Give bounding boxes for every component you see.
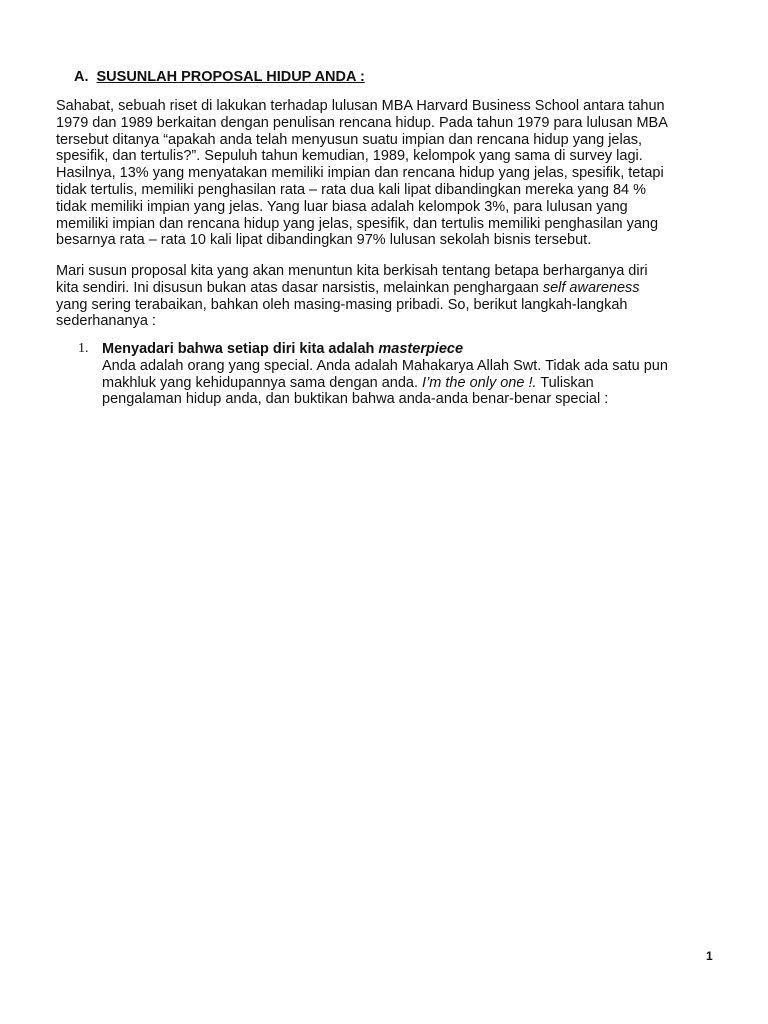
- paragraph-line: 1979 dan 1989 berkaitan dengan penulisan rencana hidup. Pada tahun 1979 para lulusan MBA: [56, 114, 668, 131]
- list-item-line: Anda adalah orang yang special. Anda adalah Mahakarya Allah Swt. Tidak ada satu pun: [102, 357, 668, 374]
- paragraph-line: yang sering terabaikan, bahkan oleh masing-masing pribadi. So, berikut langkah-langkah: [56, 296, 628, 313]
- intro-paragraph: [56, 98, 716, 249]
- paragraph-line: Sahabat, sebuah riset di lakukan terhadap lulusan MBA Harvard Business School antara tahun: [56, 98, 665, 114]
- italic-term: self awareness: [542, 279, 640, 296]
- page-number: 1: [706, 949, 713, 963]
- list-text: Tuliskan: [536, 374, 594, 391]
- paragraph-text: kita sendiri. Ini disusun bukan atas dasar narsistis, melainkan penghargaan: [56, 279, 543, 296]
- paragraph-line: tidak memiliki impian yang jelas. Yang luar biasa adalah kelompok 3%, para lulusan yang: [56, 198, 628, 215]
- paragraph-line: Hasilnya, 13% yang menyatakan memiliki impian dan rencana hidup yang jelas, spesifik, tetapi: [56, 165, 664, 182]
- section-letter: A.: [74, 69, 89, 85]
- paragraph-line: Mari susun proposal kita yang akan menuntun kita berkisah tentang betapa berharganya diri: [56, 263, 648, 279]
- paragraph-line: sederhananya :: [56, 313, 156, 330]
- list-item-line: pengalaman hidup anda, dan buktikan bahwa anda-anda benar-benar special :: [102, 391, 609, 408]
- paragraph-line: memiliki impian dan rencana hidup yang jelas, spesifik, dan tertulis memiliki penghasilan yang: [56, 215, 659, 232]
- list-text: makhluk yang kehidupannya sama dengan anda.: [102, 374, 423, 391]
- list-item-line: [102, 375, 668, 392]
- paragraph-line: tersebut ditanya “apakah anda telah menyusun suatu impian dan rencana hidup yang jelas,: [56, 131, 643, 148]
- paragraph-line: spesifik, dan tertulis?”. Sepuluh tahun kemudian, 1989, kelompok yang sama di survey lagi.: [56, 148, 643, 165]
- paragraph-line: tidak tertulis, memiliki penghasilan rata – rata dua kali lipat dibandingkan mereka yang 84 %: [56, 181, 646, 198]
- paragraph-line: besarnya rata – rata 10 kali lipat dibandingkan 97% lulusan sekolah bisnis tersebut.: [56, 232, 592, 249]
- list-item-body: [102, 341, 668, 408]
- list-item-title: [102, 341, 668, 358]
- list-title-text: Menyadari bahwa setiap diri kita adalah: [102, 341, 379, 357]
- list-number: 1.: [78, 341, 89, 356]
- italic-phrase: I’m the only one !.: [422, 374, 537, 391]
- section-title: SUSUNLAH PROPOSAL HIDUP ANDA :: [96, 69, 365, 85]
- paragraph-line: [56, 280, 716, 297]
- italic-term: masterpiece: [378, 341, 464, 357]
- proposal-paragraph: [56, 263, 716, 330]
- section-heading: [74, 69, 365, 85]
